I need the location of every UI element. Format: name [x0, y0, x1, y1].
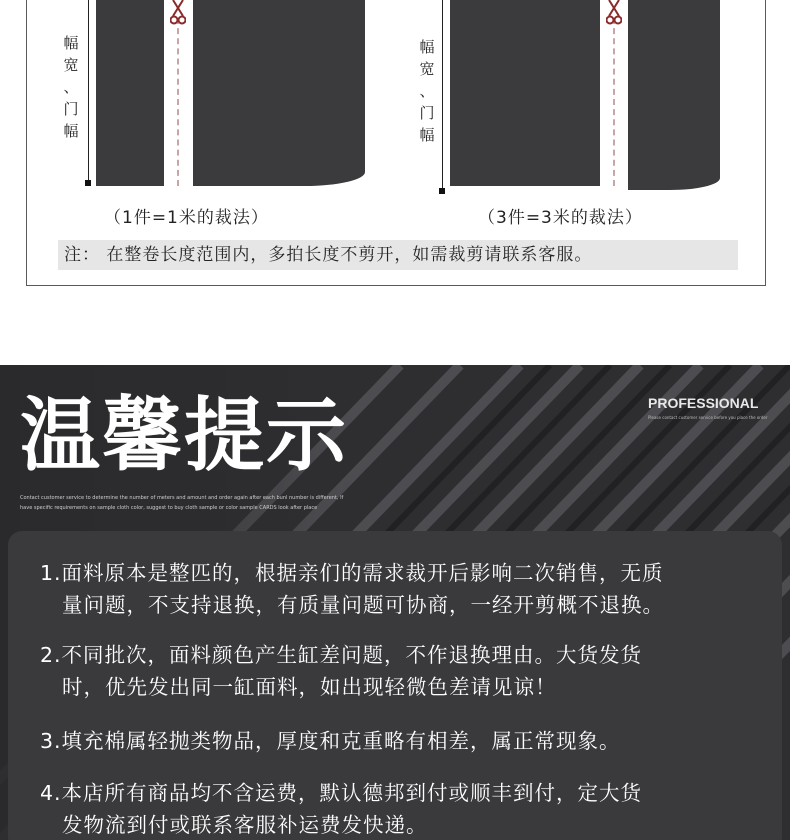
professional-label: PROFESSIONAL: [648, 395, 759, 411]
professional-subtext: Please contact customer service before you place the order: [648, 415, 768, 420]
scissors-icon: [170, 0, 186, 26]
tip-line: 发物流到付或联系客服补运费发快递。: [62, 813, 428, 837]
tips-section: [0, 365, 790, 840]
tip-item-3: [40, 725, 760, 757]
tip-item-4: [40, 777, 760, 840]
cloth-piece-right-b: [628, 0, 720, 190]
cloth-piece-right-a: [450, 0, 600, 186]
width-label-left: 幅 宽 、 门 幅: [63, 34, 79, 140]
tip-item-2: [40, 639, 760, 703]
width-measure-line-left: [88, 0, 89, 183]
tip-line: 量问题，不支持退换，有质量问题可协商，一经开剪概不退换。: [62, 593, 664, 617]
caption-right: （3件=3米的裁法）: [478, 208, 643, 228]
tip-line: 4.本店所有商品均不含运费，默认德邦到付或顺丰到付，定大货: [40, 781, 643, 805]
cut-line-right: [613, 18, 615, 186]
tip-item-1: [40, 557, 760, 621]
tips-subtext: Contact customer service to determine the number of meters and amount and order again after each bunl number is different, If have specific requirements on sample cloth color, suggest to buy cloth sample or color sample CARDS look after place: [20, 495, 344, 511]
cloth-piece-left-a: [96, 0, 164, 186]
cloth-piece-left-b: [193, 0, 365, 186]
tips-card: [8, 531, 782, 840]
measure-end-dot-right: [439, 188, 445, 194]
width-label-right: 幅 宽 、 门 幅: [419, 38, 435, 144]
tip-line: 时，优先发出同一缸面料，如出现轻微色差请见谅！: [62, 675, 557, 699]
caption-left: （1件=1米的裁法）: [104, 208, 269, 228]
tip-line: 1.面料原本是整匹的，根据亲们的需求裁开后影响二次销售，无质: [40, 561, 664, 585]
tips-title: 温馨提示: [20, 389, 348, 482]
tip-line: 2.不同批次，面料颜色产生缸差问题，不作退换理由。大货发货: [40, 643, 643, 667]
width-measure-line-right: [442, 0, 443, 190]
cut-line-left: [177, 18, 179, 186]
tip-line: 3.填充棉属轻抛类物品，厚度和克重略有相差，属正常现象。: [40, 729, 621, 753]
cutting-note: 注： 在整卷长度范围内，多拍长度不剪开，如需裁剪请联系客服。: [58, 240, 738, 270]
measure-end-dot-left: [85, 180, 91, 186]
cutting-diagram-panel: [0, 0, 790, 365]
scissors-icon: [606, 0, 622, 26]
